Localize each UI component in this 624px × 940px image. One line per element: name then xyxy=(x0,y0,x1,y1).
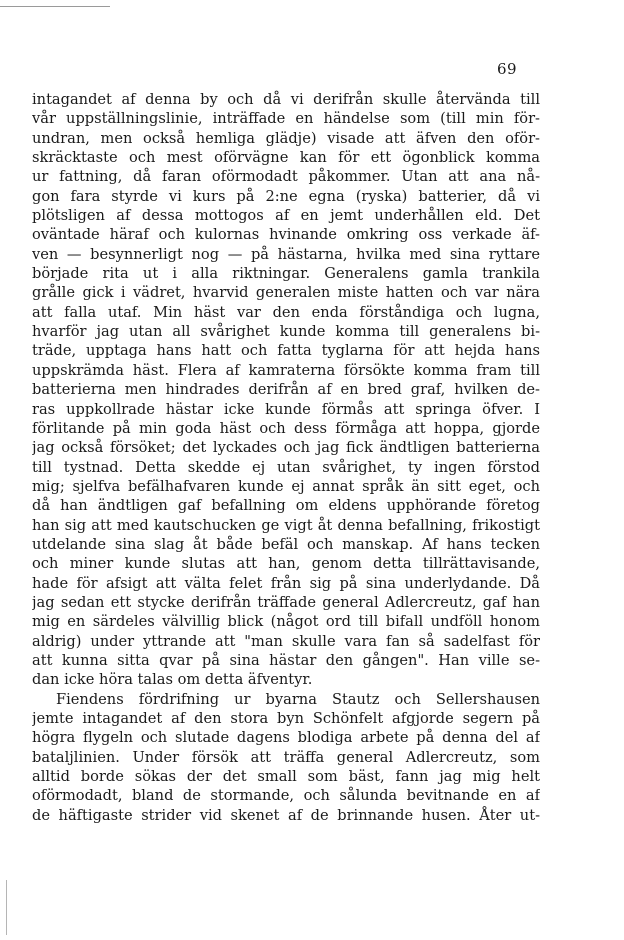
text-line: de häftigaste strider vid skenet af de brinnande husen. Åter ut- xyxy=(32,806,540,824)
text-line: plötsligen af dessa mottogos af en jemt underhållen eld. Det xyxy=(32,207,540,225)
text-line: alltid borde sökas der det small som bäst, fann jag mig helt xyxy=(32,768,540,786)
text-line: jag sedan ett stycke derifrån träffade general Adlercreutz, gaf han xyxy=(32,593,540,611)
text-line: förlitande på min goda häst och dess förmåga att hoppa, gjorde xyxy=(32,419,540,437)
text-line: ur fattning, då faran oförmodadt påkommer. Utan att ana nå- xyxy=(32,168,540,186)
text-line: Fiendens fördrifning ur byarna Stautz och Sellershausen xyxy=(56,690,540,708)
text-line: jemte intagandet af den stora byn Schönfelt afgjorde segern på xyxy=(32,710,540,727)
text-line: intagandet af denna by och då vi derifrån skulle återvända till xyxy=(32,91,540,108)
body-text xyxy=(32,90,540,825)
text-line: utdelande sina slag åt både befäl och manskap. Af hans tecken xyxy=(32,535,540,553)
text-line: ven — besynnerligt nog — på hästarna, hvilka med sina ryttare xyxy=(32,245,540,263)
text-line: till tystnad. Detta skedde ej utan svårighet, ty ingen förstod xyxy=(32,458,540,476)
text-line: grålle gick i vädret, hvarvid generalen miste hatten och var nära xyxy=(32,284,540,302)
scan-edge-mark xyxy=(6,880,7,935)
text-line: hade för afsigt att välta felet från sig på sina underlydande. Då xyxy=(32,574,540,592)
text-line: undran, men också hemliga glädje) visade att äfven den oför- xyxy=(32,129,540,147)
text-line: hvarför jag utan all svårighet kunde komma till generalens bi- xyxy=(32,323,540,341)
text-line: batterierna men hindrades derifrån af en bred graf, hvilken de- xyxy=(32,381,540,399)
text-line: dan icke höra talas om detta äfventyr. xyxy=(32,671,313,689)
text-line: oväntade häraf och kulornas hvinande omkring oss verkade äf- xyxy=(32,226,540,244)
text-line: bataljlinien. Under försök att träffa general Adlercreutz, som xyxy=(32,748,540,766)
text-line: då han ändtligen gaf befallning om eldens upphörande företog xyxy=(32,497,540,515)
text-line: att kunna sitta qvar på sina hästar den gången". Han ville se- xyxy=(32,651,540,669)
text-line: ras uppkollrade hästar icke kunde förmås att springa öfver. I xyxy=(32,400,540,418)
text-line: vår uppställningslinie, inträffade en händelse som (till min för- xyxy=(32,110,540,128)
text-line: mig en särdeles välvillig blick (något ord till bifall undföll honom xyxy=(32,613,540,631)
text-line: skräcktaste och mest oförvägne kan för ett ögonblick komma xyxy=(32,149,540,167)
text-line: aldrig) under yttrande att "man skulle vara fan så sadelfast för xyxy=(32,632,540,650)
text-line: han sig att med kautschucken ge vigt åt denna befallning, frikostigt xyxy=(32,516,540,534)
text-line: att falla utaf. Min häst var den enda förståndiga och lugna, xyxy=(32,303,540,321)
scan-edge-mark xyxy=(0,6,110,7)
text-line: oförmodadt, bland de stormande, och sålunda bevitnande en af xyxy=(32,787,540,805)
text-line: mig; sjelfva befälhafvaren kunde ej annat språk än sitt eget, och xyxy=(32,477,540,495)
text-line: jag också försöket; det lyckades och jag fick ändtligen batterierna xyxy=(32,439,540,457)
page-number: 69 xyxy=(497,60,518,78)
text-line: högra flygeln och slutade dagens blodiga arbete på denna del af xyxy=(32,729,540,747)
text-line: gon fara styrde vi kurs på 2:ne egna (ryska) batterier, då vi xyxy=(32,187,540,205)
text-line: och miner kunde slutas att han, genom detta tillrättavisande, xyxy=(32,555,540,573)
text-line: började rita ut i alla riktningar. Generalens gamla trankila xyxy=(32,265,540,283)
text-line: träde, upptaga hans hatt och fatta tyglarna för att hejda hans xyxy=(32,342,540,360)
text-line: uppskrämda häst. Flera af kamraterna försökte komma fram till xyxy=(32,361,540,379)
